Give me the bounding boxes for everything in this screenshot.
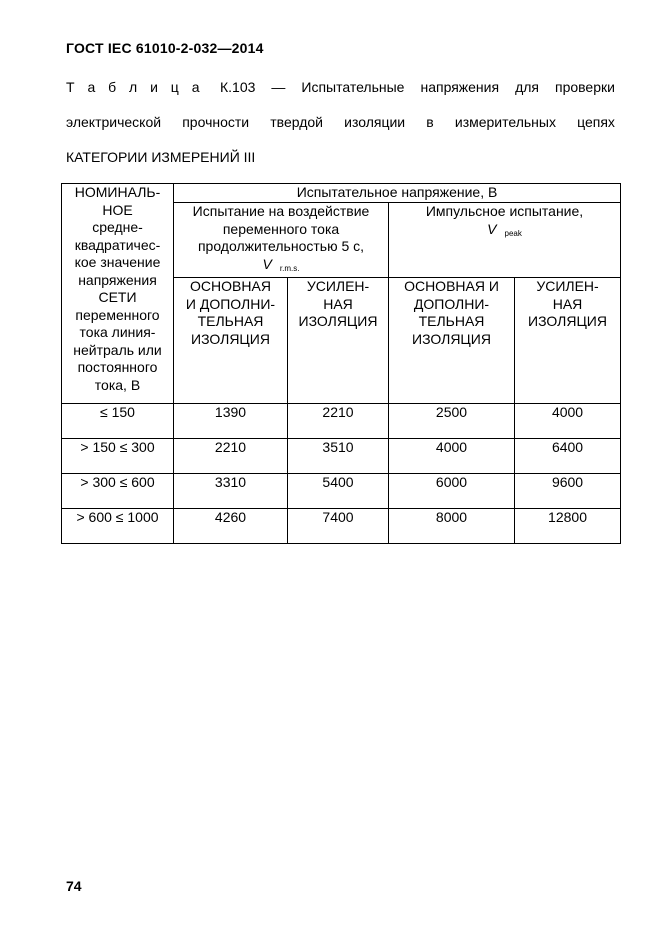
table-row (62, 474, 621, 509)
basic-supplementary-impulse-header (389, 278, 515, 404)
value-cell: 2210 (174, 439, 288, 474)
caption-word: в (426, 114, 434, 130)
value-cell: 4260 (174, 509, 288, 544)
nominal-header-line: постоянного (77, 359, 158, 375)
rms-symbol: V (262, 255, 272, 272)
value-cell: 4000 (515, 404, 621, 439)
subheader-line: ИЗОЛЯЦИЯ (528, 313, 607, 329)
value-cell: 6000 (389, 474, 515, 509)
test-voltage-table (61, 183, 621, 544)
value-cell: 4000 (389, 439, 515, 474)
caption-word: для (515, 79, 539, 95)
caption-word: Испытательные (301, 79, 405, 95)
caption-word: Т а б л и ц а (66, 79, 204, 95)
nominal-header-line: тока линия- (79, 324, 156, 340)
nominal-voltage-header (62, 184, 174, 404)
ac-test-header (174, 203, 389, 278)
document-header: ГОСТ IEC 61010-2-032—2014 (66, 40, 264, 56)
table-caption-line-3: КАТЕГОРИИ ИЗМЕРЕНИЙ III (66, 149, 256, 165)
caption-word: изоляции (344, 114, 406, 130)
caption-word: — (271, 79, 286, 95)
impulse-test-label: Импульсное испытание, (425, 203, 584, 219)
reinforced-ac-header (288, 278, 389, 404)
impulse-test-header (389, 203, 621, 278)
subheader-line: ИЗОЛЯЦИЯ (298, 313, 378, 329)
nominal-header-line: тока, В (94, 376, 141, 393)
ac-test-line: переменного тока (222, 220, 340, 237)
voltage-range-cell: ≤ 150 (62, 404, 174, 439)
subheader-line: ТЕЛЬНАЯ (418, 313, 485, 329)
test-voltage-header: Испытательное напряжение, В (174, 184, 621, 203)
voltage-range-cell: > 150 ≤ 300 (62, 439, 174, 474)
ac-test-line: Испытание на воздействие (192, 203, 370, 219)
value-cell: 7400 (288, 509, 389, 544)
value-cell: 2500 (389, 404, 515, 439)
value-cell: 9600 (515, 474, 621, 509)
value-cell: 3510 (288, 439, 389, 474)
subheader-line: УСИЛЕН- (536, 278, 599, 294)
page-number: 74 (66, 878, 82, 894)
nominal-header-line: НОЕ (102, 201, 133, 218)
subheader-line: ИЗОЛЯЦИЯ (412, 330, 491, 347)
subheader-line: УСИЛЕН- (306, 278, 370, 294)
caption-word: измерительных (454, 114, 556, 130)
table-caption-line-1 (66, 79, 615, 95)
rms-subscript: r.m.s. (279, 263, 300, 273)
caption-word: цепях (577, 114, 615, 130)
nominal-header-line: нейтраль или (73, 341, 162, 358)
nominal-header-line: напряжения (78, 271, 157, 288)
voltage-range-cell: > 600 ≤ 1000 (62, 509, 174, 544)
subheader-line: И ДОПОЛНИ- (185, 295, 276, 312)
subheader-line: ИЗОЛЯЦИЯ (191, 330, 270, 347)
table-row (62, 509, 621, 544)
value-cell: 1390 (174, 404, 288, 439)
nominal-header-line: средне- (92, 219, 143, 235)
table-row (62, 439, 621, 474)
value-cell: 6400 (515, 439, 621, 474)
table-caption-line-2 (66, 114, 615, 130)
value-cell: 12800 (515, 509, 621, 544)
basic-supplementary-ac-header (174, 278, 288, 404)
value-cell: 2210 (288, 404, 389, 439)
value-cell: 8000 (389, 509, 515, 544)
voltage-range-cell: > 300 ≤ 600 (62, 474, 174, 509)
caption-word: электрической (66, 114, 162, 130)
peak-subscript: peak (504, 228, 522, 238)
caption-word: прочности (182, 114, 250, 130)
nominal-header-line: НОМИНАЛЬ- (74, 184, 161, 200)
table-row (62, 404, 621, 439)
subheader-line: ОСНОВНАЯ И (404, 278, 499, 294)
caption-word: твердой (270, 114, 323, 130)
value-cell: 3310 (174, 474, 288, 509)
nominal-header-line: квадратичес- (74, 236, 161, 253)
nominal-header-line: кое значение (74, 254, 161, 270)
caption-word: К.103 (220, 79, 256, 95)
subheader-line: НАЯ (323, 295, 353, 312)
value-cell: 5400 (288, 474, 389, 509)
caption-word: напряжения (420, 79, 500, 95)
reinforced-impulse-header (515, 278, 621, 404)
subheader-line: ДОПОЛНИ- (413, 295, 490, 312)
nominal-header-line: СЕТИ (98, 289, 137, 305)
ac-test-line: продолжительностью 5 с, (197, 238, 365, 254)
subheader-line: ОСНОВНАЯ (190, 278, 271, 294)
subheader-line: НАЯ (552, 295, 583, 312)
caption-word: проверки (554, 79, 615, 95)
subheader-line: ТЕЛЬНАЯ (197, 313, 264, 329)
nominal-header-line: переменного (75, 306, 160, 323)
peak-symbol: V (487, 220, 497, 237)
